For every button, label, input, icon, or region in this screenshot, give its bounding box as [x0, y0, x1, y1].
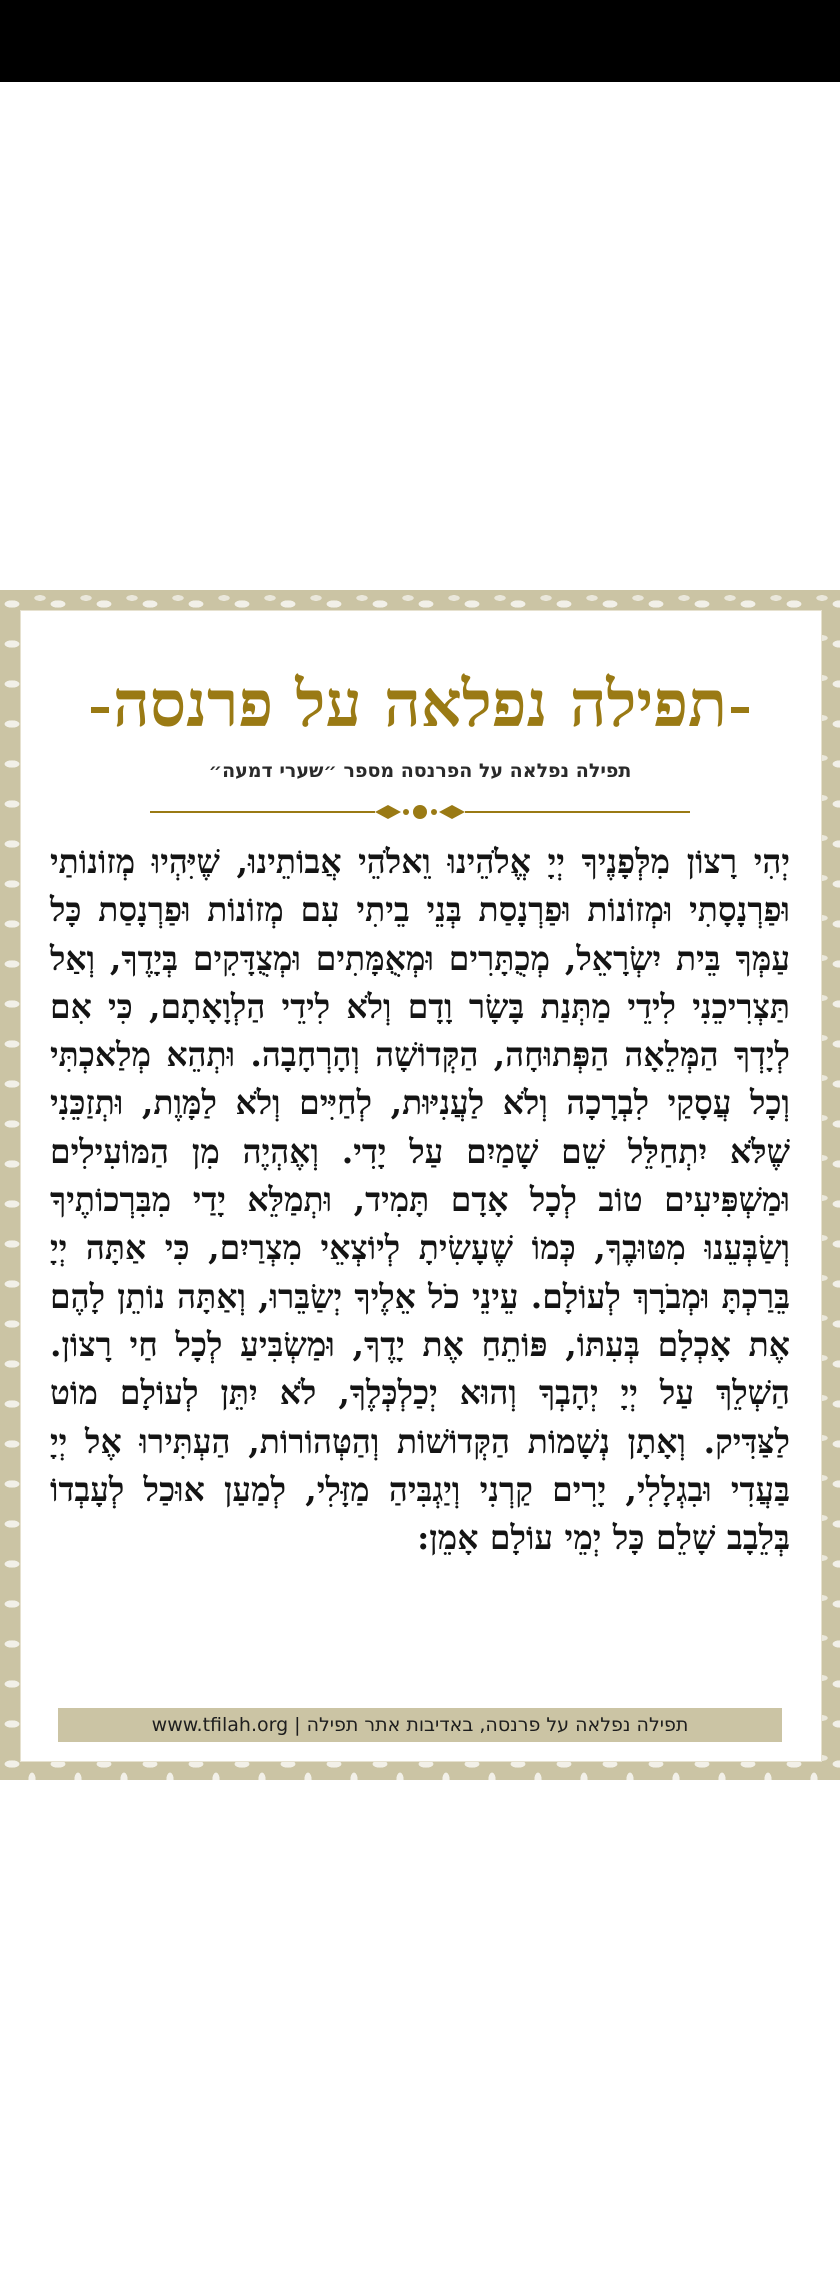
footer-banner [58, 1708, 782, 1742]
prayer-body: יְהִי רָצוֹן מִלְּפָנֶיךָ יְיָ אֱלֹהֵינוּ וֵאלֹהֵי אֲבוֹתֵינוּ, שֶׁיִּהְיוּ מְזוֹנוֹתַי וּפַרְנָסָתִי וּמְזוֹנוֹת וּפַרְנָסַת בְּנֵי בֵיתִי עִם מְזוֹנוֹת וּפַרְנָסַת כָּל עַמְּךָ בֵּית יִשְׂרָאֵל, מְכֻתָּרִים וּמְאֻמָּתִים וּמְצֻדָּקִים בְּיָדֶךָ, וְאַל תַּצְרִיכֵנִי לִידֵי מַתְּנַת בָּשָׂר וָדָם וְלֹא לִידֵי הַלְוָאָתָם, כִּי אִם לְיָדְךָ הַמְּלֵאָה הַפְּתוּחָה, הַקְּדוֹשָׁה וְהָרְחָבָה. וּתְהֵא מְלַאכְתִּי וְכָל עֲסָקַי לִבְרָכָה וְלֹא לַעֲנִיּוּת, לְחַיִּים וְלֹא לַמָּוֶת, וּתְזַכֵּנִי שֶׁלֹּא יִתְחַלֵּל שֵׁם שָׁמַיִם עַל יָדִי. וְאֶהְיֶה מִן הַמּוֹעִילִים וּמַשְׁפִּיעִים טוֹב לְכָל אָדָם תָּמִיד, וּתְמַלֵּא יָדַי מִבִּרְכוֹתֶיךָ וְשַׂבְּעֵנוּ מִטּוּבֶךָ, כְּמוֹ שֶׁעָשִׂיתָ לְיוֹצְאֵי מִצְרַיִם, כִּי אַתָּה יְיָ בֵּרַכְתָּ וּמְבֹרָךְ לְעוֹלָם. עֵינֵי כֹל אֵלֶיךָ יְשַׂבֵּרוּ, וְאַתָּה נוֹתֵן לָהֶם אֶת אָכְלָם בְּעִתּוֹ, פּוֹתֵחַ אֶת יָדֶךָ, וּמַשְׂבִּיעַ לְכָל חַי רָצוֹן. הַשְׁלֵךְ עַל יְיָ יְהָבְךָ וְהוּא יְכַלְכְּלֶךָ, לֹא יִתֵּן לְעוֹלָם מוֹט לַצַּדִּיק. וְאָתָן נְשָׁמוֹת הַקְּדוֹשׁוֹת וְהַטְּהוֹרוֹת, הַעְתִּירוּ אֶל יְיָ בַּעֲדִי וּבִגְלָלִי, יָרִים קַרְנִי וְיַגְבִּיהַ מַזָּלִי, לְמַעַן אוּכַל לְעָבְדוֹ בְּלֵבָב שָׁלֵם כָּל יְמֵי עוֹלָם אָמֵן: [50, 842, 790, 1558]
footer-separator: | [294, 1714, 301, 1736]
page-title [20, 660, 820, 750]
title-ornament-left [91, 707, 109, 713]
ornamental-divider [150, 800, 690, 824]
footer-url[interactable]: www.tfilah.org [151, 1714, 289, 1736]
subtitle: תפילה נפלאה על הפרנסה מספר ״שערי דמעה״ [208, 760, 632, 782]
top-black-bar [0, 0, 840, 82]
footer-text: תפילה נפלאה על פרנסה, באדיבות אתר תפילה [306, 1714, 689, 1736]
title-ornament-right [731, 707, 749, 713]
title-text: תפילה נפלאה על פרנסה [112, 667, 728, 742]
